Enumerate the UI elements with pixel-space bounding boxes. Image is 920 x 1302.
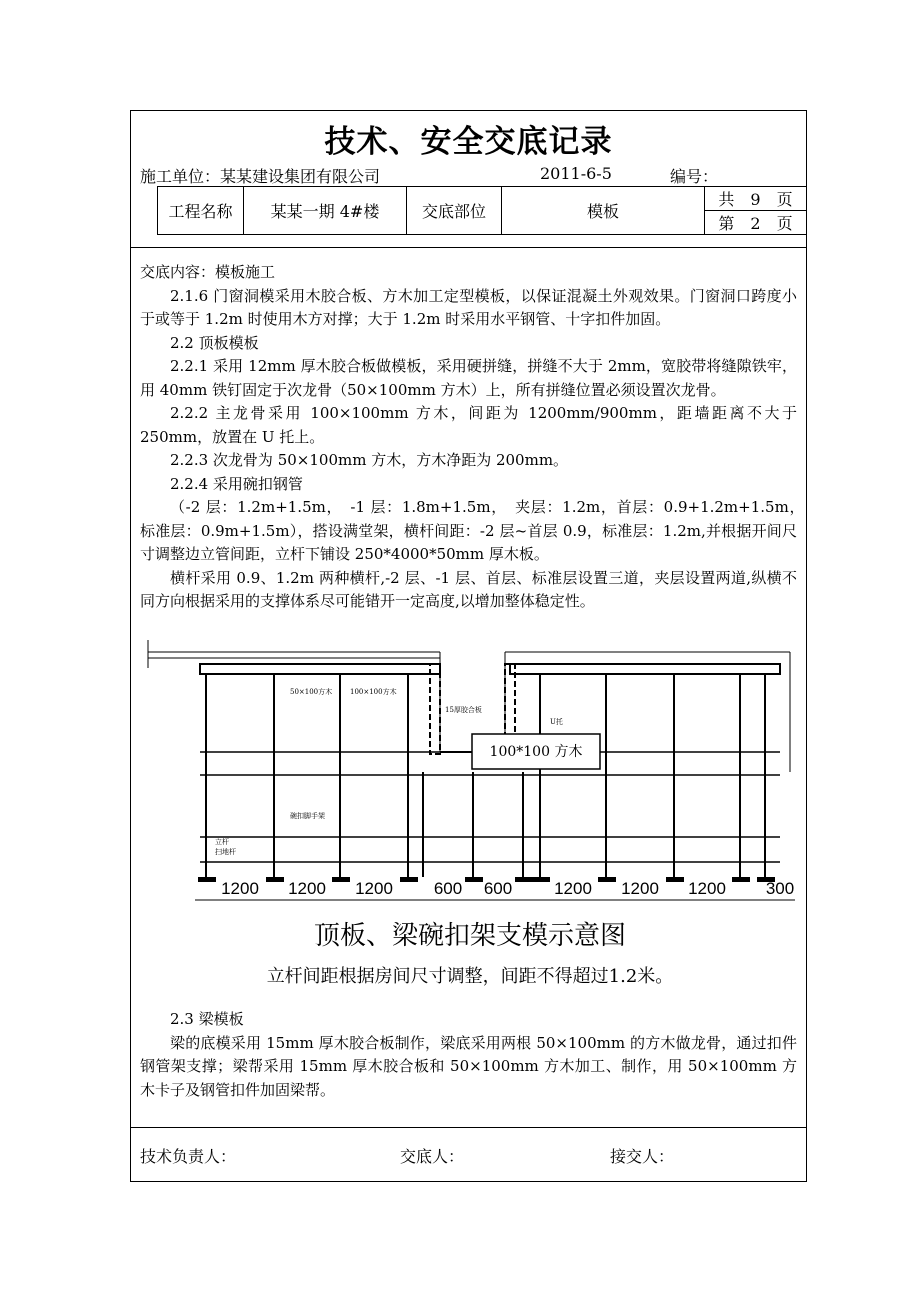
small-label-1: 100×100方木	[350, 688, 397, 696]
dim-2: 1200	[355, 879, 393, 898]
small-label-4: 碗扣脚手架	[290, 812, 325, 820]
heading-2-2: 2.2 顶板模板	[170, 333, 259, 352]
para-2-2-2: 2.2.2 主龙骨采用 100×100mm 方木，间距为 1200mm/900mm，距墙距离不大于 250mm，放置在 U 托上。	[140, 404, 797, 446]
para-2-2-1: 2.2.1 采用 12mm 厚木胶合板做模板，采用硬拼缝，拼缝不大于 2mm，宽胶带将缝隙铁牢，用 40mm 铁钉固定于次龙骨（50×100mm 方木）上，所有拼缝位置必须设置次龙骨。	[140, 357, 797, 399]
callout-label: 100*100 方木	[489, 744, 583, 760]
small-label-3: U托	[550, 718, 563, 726]
heading-2-3: 2.3 梁模板	[170, 1010, 244, 1028]
dim-6: 1200	[621, 879, 659, 898]
small-label-0: 50×100方木	[290, 688, 333, 696]
dim-4: 600	[483, 879, 513, 898]
para-2-2-4-crossbar: 横杆采用 0.9、1.2m 两种横杆,-2 层、-1 层、首层、标准层设置三道，夹层设置两道,纵横不同方向根据采用的支撑体系尽可能错开一定高度,以增加整体稳定性。	[140, 568, 797, 610]
date: 2011-6-5	[540, 164, 612, 183]
small-label-5: 立杆	[215, 838, 229, 846]
diagram-note: 立杆间距根据房间尺寸调整，间距不得超过1.2米。	[266, 966, 674, 987]
para-2-2-4-detail: （-2 层：1.2m+1.5m， -1 层：1.8m+1.5m， 夹层：1.2m，首层：0.9+1.2m+1.5m， 标准层：0.9m+1.5m），搭设满堂架，横杆间距：-2 层~首层 0.9，标准层：1.2m,并根据开间尺寸调整边立管间距，立杆下铺设 250*4000*50mm 厚木板。	[140, 498, 813, 563]
total-pages: 共 9 页	[705, 187, 807, 211]
number-label: 编号：	[670, 167, 719, 186]
discloser-signature: 交底人：	[400, 1147, 465, 1166]
tech-lead-signature: 技术负责人：	[140, 1147, 237, 1166]
receiver-signature: 接交人：	[610, 1147, 675, 1166]
small-label-2: 15厚胶合板	[445, 706, 482, 714]
para-2-2-3: 2.2.3 次龙骨为 50×100mm 方木，方木净距为 200mm。	[170, 451, 569, 469]
part-label: 交底部位	[407, 187, 502, 235]
para-2-1-6: 2.1.6 门窗洞模采用木胶合板、方木加工定型模板，以保证混凝土外观效果。门窗洞口跨度小于或等于 1.2m 时使用木方对撑；大于 1.2m 时采用水平钢管、十字扣件加固。	[140, 286, 797, 328]
dim-7: 1200	[688, 879, 726, 898]
small-label-6: 扫地杆	[215, 848, 236, 856]
page-number: 第 2 页	[705, 211, 807, 235]
divider-bottom	[130, 1127, 807, 1128]
dim-3: 600	[433, 879, 463, 898]
page-title: 技术、安全交底记录	[324, 124, 613, 160]
diagram-caption: 顶板、梁碗扣架支模示意图	[313, 921, 627, 951]
para-2-3: 梁的底模采用 15mm 厚木胶合板制作，梁底采用两根 50×100mm 的方木做龙骨，通过扣件钢管架支撑；梁帮采用 15mm 厚木胶合板和 50×100mm 方木加工、制作，用 50×100mm 方木卡子及钢管扣件加固梁帮。	[140, 1033, 797, 1099]
dim-8: 300	[765, 879, 795, 898]
content-heading: 交底内容：模板施工	[140, 263, 276, 281]
construction-unit: 施工单位：某某建设集团有限公司	[140, 167, 381, 186]
part-value: 模板	[502, 187, 705, 235]
para-2-2-4: 2.2.4 采用碗扣钢管	[170, 474, 303, 493]
dim-0: 1200	[221, 879, 259, 898]
project-info-table	[157, 186, 807, 235]
content-beam	[140, 1008, 797, 1102]
divider-top	[130, 247, 807, 248]
project-name-label: 工程名称	[158, 187, 244, 235]
project-name-value: 某某一期 4#楼	[244, 187, 407, 235]
dim-1: 1200	[288, 879, 326, 898]
dim-5: 1200	[554, 879, 592, 898]
content-body	[140, 261, 813, 614]
formwork-diagram	[140, 632, 800, 992]
